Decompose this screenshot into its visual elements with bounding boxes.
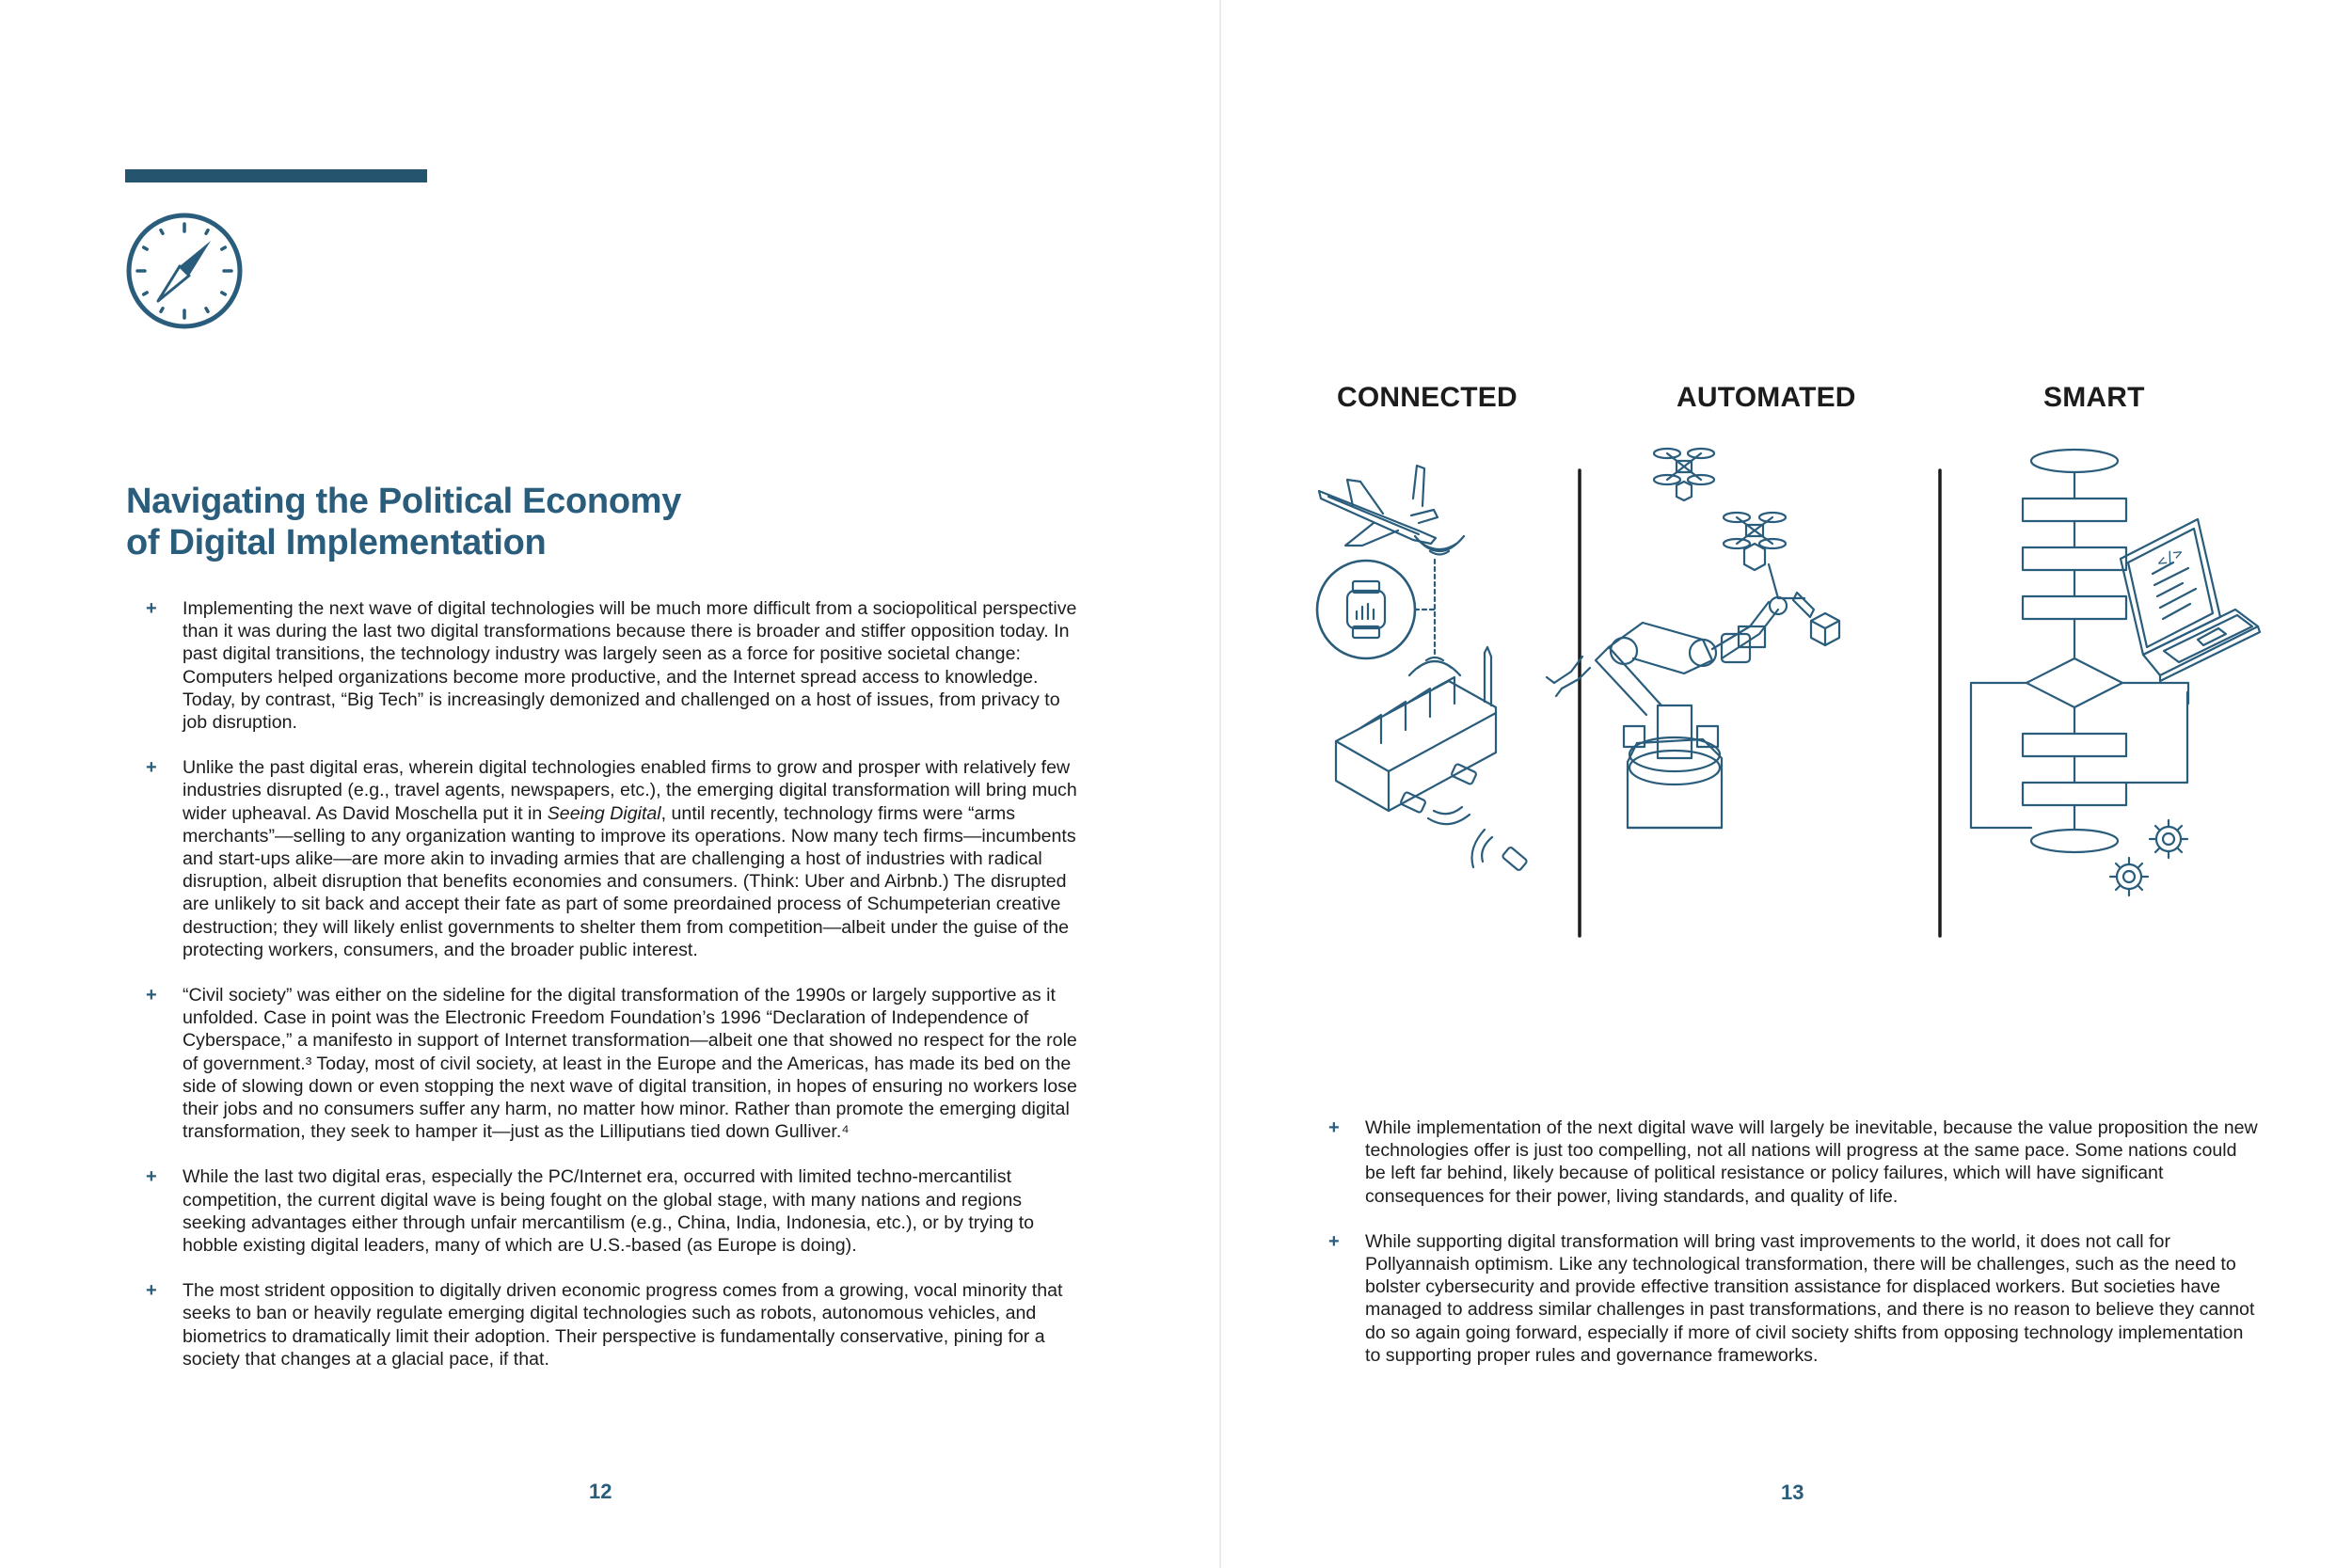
- factory-icon: [1336, 647, 1496, 811]
- right-bullet-list: [1328, 1117, 2260, 1389]
- list-item: [146, 1279, 1077, 1370]
- accent-bar: [125, 169, 427, 182]
- bullet-text: [183, 756, 1077, 961]
- signal-icon: [1415, 536, 1464, 555]
- plus-icon: +: [146, 1280, 157, 1302]
- plus-icon: +: [1328, 1230, 1340, 1252]
- smartwatch-icon: [1317, 561, 1415, 658]
- signal-icon: [1409, 657, 1460, 675]
- flowchart-icon: [1971, 450, 2188, 852]
- airplane-icon: [1319, 466, 1438, 546]
- title-line-2: of Digital Implementation: [126, 523, 547, 562]
- list-item: [1328, 1117, 2260, 1208]
- bullet-text: “Civil society” was either on the sideline for the digital transformation of the 1990s or largely supportive as it unfolded. Case in point was the Electronic Freedom Foundation’s 1996 “Declaration of Independence of Cyberspace,” a manifesto in support of Internet transformation—albeit one that showed no respect for the role of government.³ Today, most of civil society, at least in the Europe and the Americas, has made its bed on the side of slowing down or even stopping the next wave of digital transition, in hopes of ensuring no workers lose their jobs and no consumers suffer any harm, no matter how minor. Rather than promote the emerging digital transformation, they seek to hamper it—just as the Lilliputians tied down Gulliver.⁴: [183, 985, 1077, 1143]
- bullet-text: While the last two digital eras, especially the PC/Internet era, occurred with limited techno-mercantilist competition, the current digital wave is being fought on the global stage, with many nations and regions seeking advantages either through unfair mercantilism (e.g., China, India, Indonesia, etc.), or by trying to hobble existing digital leaders, many of which are U.S.-based (as Europe is doing).: [183, 1166, 1035, 1257]
- left-bullet-list: [146, 597, 1077, 1393]
- drone-icon: [1654, 449, 1714, 500]
- page-number: 13: [1781, 1481, 1804, 1504]
- plus-icon: +: [146, 985, 157, 1006]
- bullet-text: While supporting digital transformation will bring vast improvements to the world, it does not call for Pollyannaish optimism. Like any technological transformation, there will be challenges, such as the need to bolster cybersecurity and provide effective transition assistance for displaced workers. But societies have managed to address similar challenges in past transformations, and there is no reason to believe they cannot do so again going forward, especially if more of civil society shifts from opposing technology implementation to supporting proper rules and governance frameworks.: [1365, 1230, 2255, 1366]
- bullet-text-rest: , until recently, technology firms were “arms merchants”—selling to any organization wanting to improve its operations. Now many tech firms—incumbents and start-ups alike—are more akin to invading armies that are challenging a host of industries with radical disruption, albeit disruption that benefits economies and consumers. (Think: Uber and Airbnb.) The disrupted are unlikely to sit back and accept their fate as part of some preordained process of Schumpeterian creative destruction; they will likely enlist governments to shelter them from competition—albeit under the guise of the protecting workers, consumers, and the broader public interest.: [183, 802, 1076, 960]
- column-heading-automated: AUTOMATED: [1677, 382, 1856, 413]
- title-line-1: Navigating the Political Economy: [126, 482, 682, 521]
- list-item: [146, 1165, 1077, 1257]
- bullet-text: Implementing the next wave of digital technologies will be much more difficult from a sociopolitical perspective than it was during the last two digital transformations because there is broader and stiffer opposition today. In past digital transitions, the technology industry was largely seen as a force for positive societal change: Computers helped organizations become more productive, and the Internet spread access to knowledge. Today, by contrast, “Big Tech” is increasingly demonized and challenged on a host of issues, from privacy to job disruption.: [183, 598, 1077, 734]
- signal-icon: [1428, 807, 1492, 867]
- plus-icon: +: [146, 1166, 157, 1188]
- plus-icon: +: [146, 598, 157, 619]
- bullet-text-start: Unlike the past digital eras, wherein digital technologies enabled firms to grow and prosper with relatively few industries disrupted (e.g., travel agents, newspapers, etc.), the emerging digital transformation will bring much wider upheaval. As David Moschella put it in: [183, 757, 1077, 824]
- drone-icon: [1724, 513, 1786, 570]
- technology-illustration: [1308, 442, 2305, 950]
- plus-icon: +: [1328, 1117, 1340, 1138]
- list-item: [146, 984, 1077, 1143]
- column-heading-connected: CONNECTED: [1337, 382, 1518, 413]
- page-title: [126, 481, 879, 563]
- list-item: [146, 597, 1077, 734]
- bullet-text: While implementation of the next digital wave will largely be inevitable, because the value proposition the new technologies offer is just too compelling, not all nations will progress at the same pace. Some nations could be left far behind, likely because of political resistance or policy failures, which will have significant consequences for their power, living standards, and quality of life.: [1365, 1117, 2258, 1207]
- bullet-text: The most strident opposition to digitally driven economic progress comes from a growing, vocal minority that seeks to ban or heavily regulate emerging digital technologies such as robots, autonomous vehicles, and biometrics to dramatically limit their adoption. Their perspective is fundamentally conservative, pining for a society that changes at a glacial pace, if that.: [183, 1280, 1063, 1370]
- robot-arm-icon: [1547, 564, 1839, 828]
- list-item: [1328, 1230, 2260, 1367]
- book-title: Seeing Digital: [547, 802, 661, 824]
- plus-icon: +: [146, 757, 157, 779]
- page-gutter: [1219, 0, 1221, 1568]
- laptop-icon: [2121, 519, 2260, 681]
- gear-icon: [2110, 820, 2187, 895]
- page-number: 12: [589, 1480, 612, 1503]
- svg-text:</>: </>: [2153, 543, 2186, 572]
- compass-icon: [124, 211, 245, 331]
- column-heading-smart: SMART: [2043, 382, 2145, 413]
- sensor-icon: [1400, 764, 1528, 871]
- list-item: [146, 756, 1077, 961]
